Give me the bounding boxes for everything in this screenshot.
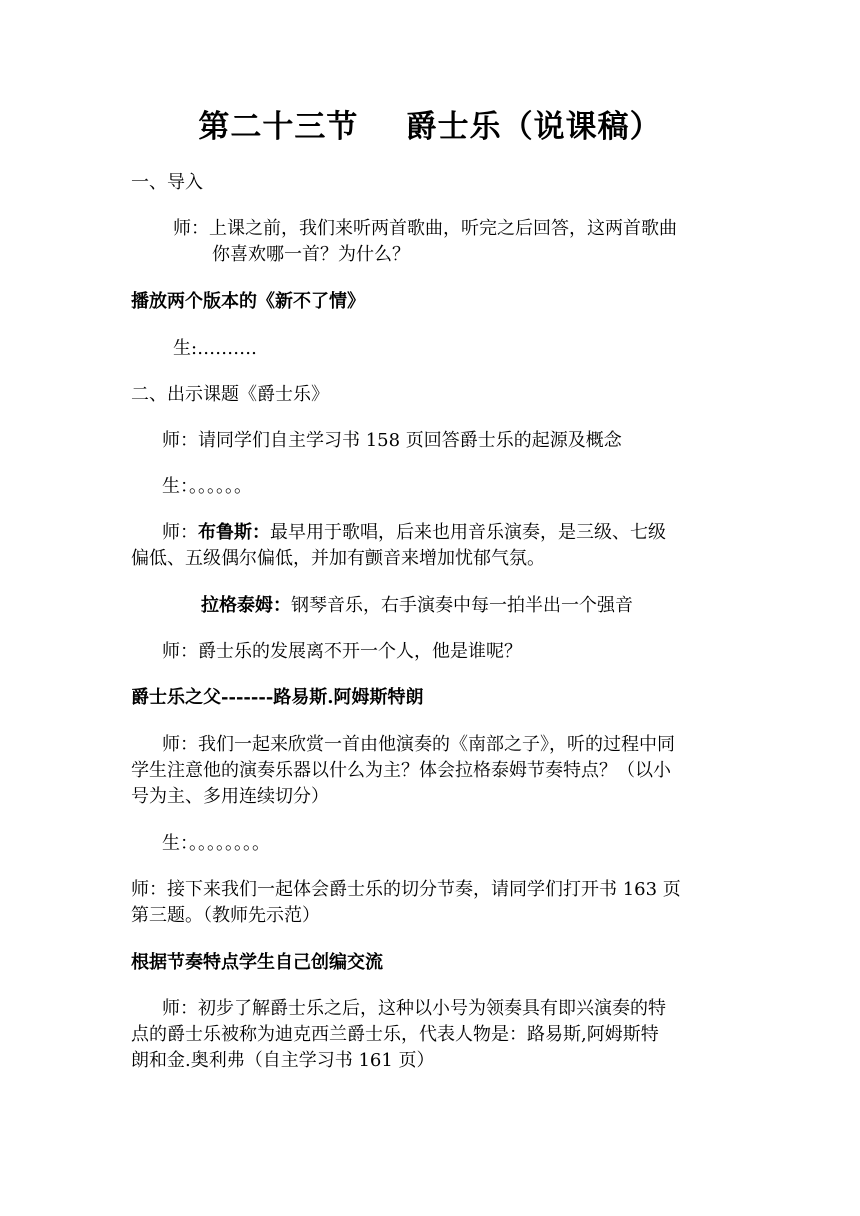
paragraph-line: 第三题。（教师先示范） [131,905,320,926]
paragraph-line: 生:………. [173,338,257,359]
paragraph-line: 生：。。。。。。 [162,476,252,497]
paragraph-line: 师：爵士乐的发展离不开一个人，他是谁呢？ [162,641,522,662]
term-blues: 布鲁斯： [198,522,270,543]
paragraph-line: 师：上课之前，我们来听两首歌曲，听完之后回答，这两首歌曲 [173,218,677,239]
paragraph-line: 偏低、五级偶尔偏低，并加有颤音来增加忧郁气氛。 [131,548,545,569]
term-definition: 最早用于歌唱，后来也用音乐演奏，是三级、七级 [270,522,666,543]
bold-heading-father-of-jazz: 爵士乐之父-------路易斯.阿姆斯特朗 [131,687,424,708]
paragraph-line: 师：我们一起来欣赏一首由他演奏的《南部之子》，听的过程中同 [162,734,675,755]
document-title: 第二十三节 爵士乐（说课稿） [198,109,662,145]
term-ragtime: 拉格泰姆： [201,595,291,616]
paragraph-line: 你喜欢哪一首？为什么？ [212,244,410,265]
paragraph-line-blues [162,520,666,546]
paragraph-line-ragtime [201,593,633,619]
speaker-prefix: 师： [162,522,198,543]
paragraph-line: 朗和金.奥利弗（自主学习书 161 页） [131,1050,435,1071]
term-definition: 钢琴音乐，右手演奏中每一拍半出一个强音 [291,595,633,616]
bold-heading-create: 根据节奏特点学生自己创编交流 [131,952,383,973]
paragraph-line: 号为主、多用连续切分） [131,786,329,807]
section-heading-topic: 二、出示课题《爵士乐》 [131,384,329,405]
paragraph-line: 点的爵士乐被称为迪克西兰爵士乐，代表人物是：路易斯,阿姆斯特 [131,1024,659,1045]
paragraph-line: 生：。。。。。。。。 [162,833,270,854]
paragraph-line: 学生注意他的演奏乐器以什么为主？体会拉格泰姆节奏特点？（以小 [131,760,671,781]
paragraph-line: 师：请同学们自主学习书 158 页回答爵士乐的起源及概念 [162,430,622,451]
bold-heading-play-versions: 播放两个版本的《新不了情》 [131,291,365,312]
section-heading-intro: 一、导入 [131,172,203,193]
paragraph-line: 师：接下来我们一起体会爵士乐的切分节奏，请同学们打开书 163 页 [131,879,681,900]
paragraph-line: 师：初步了解爵士乐之后，这种以小号为领奏具有即兴演奏的特 [162,998,666,1019]
